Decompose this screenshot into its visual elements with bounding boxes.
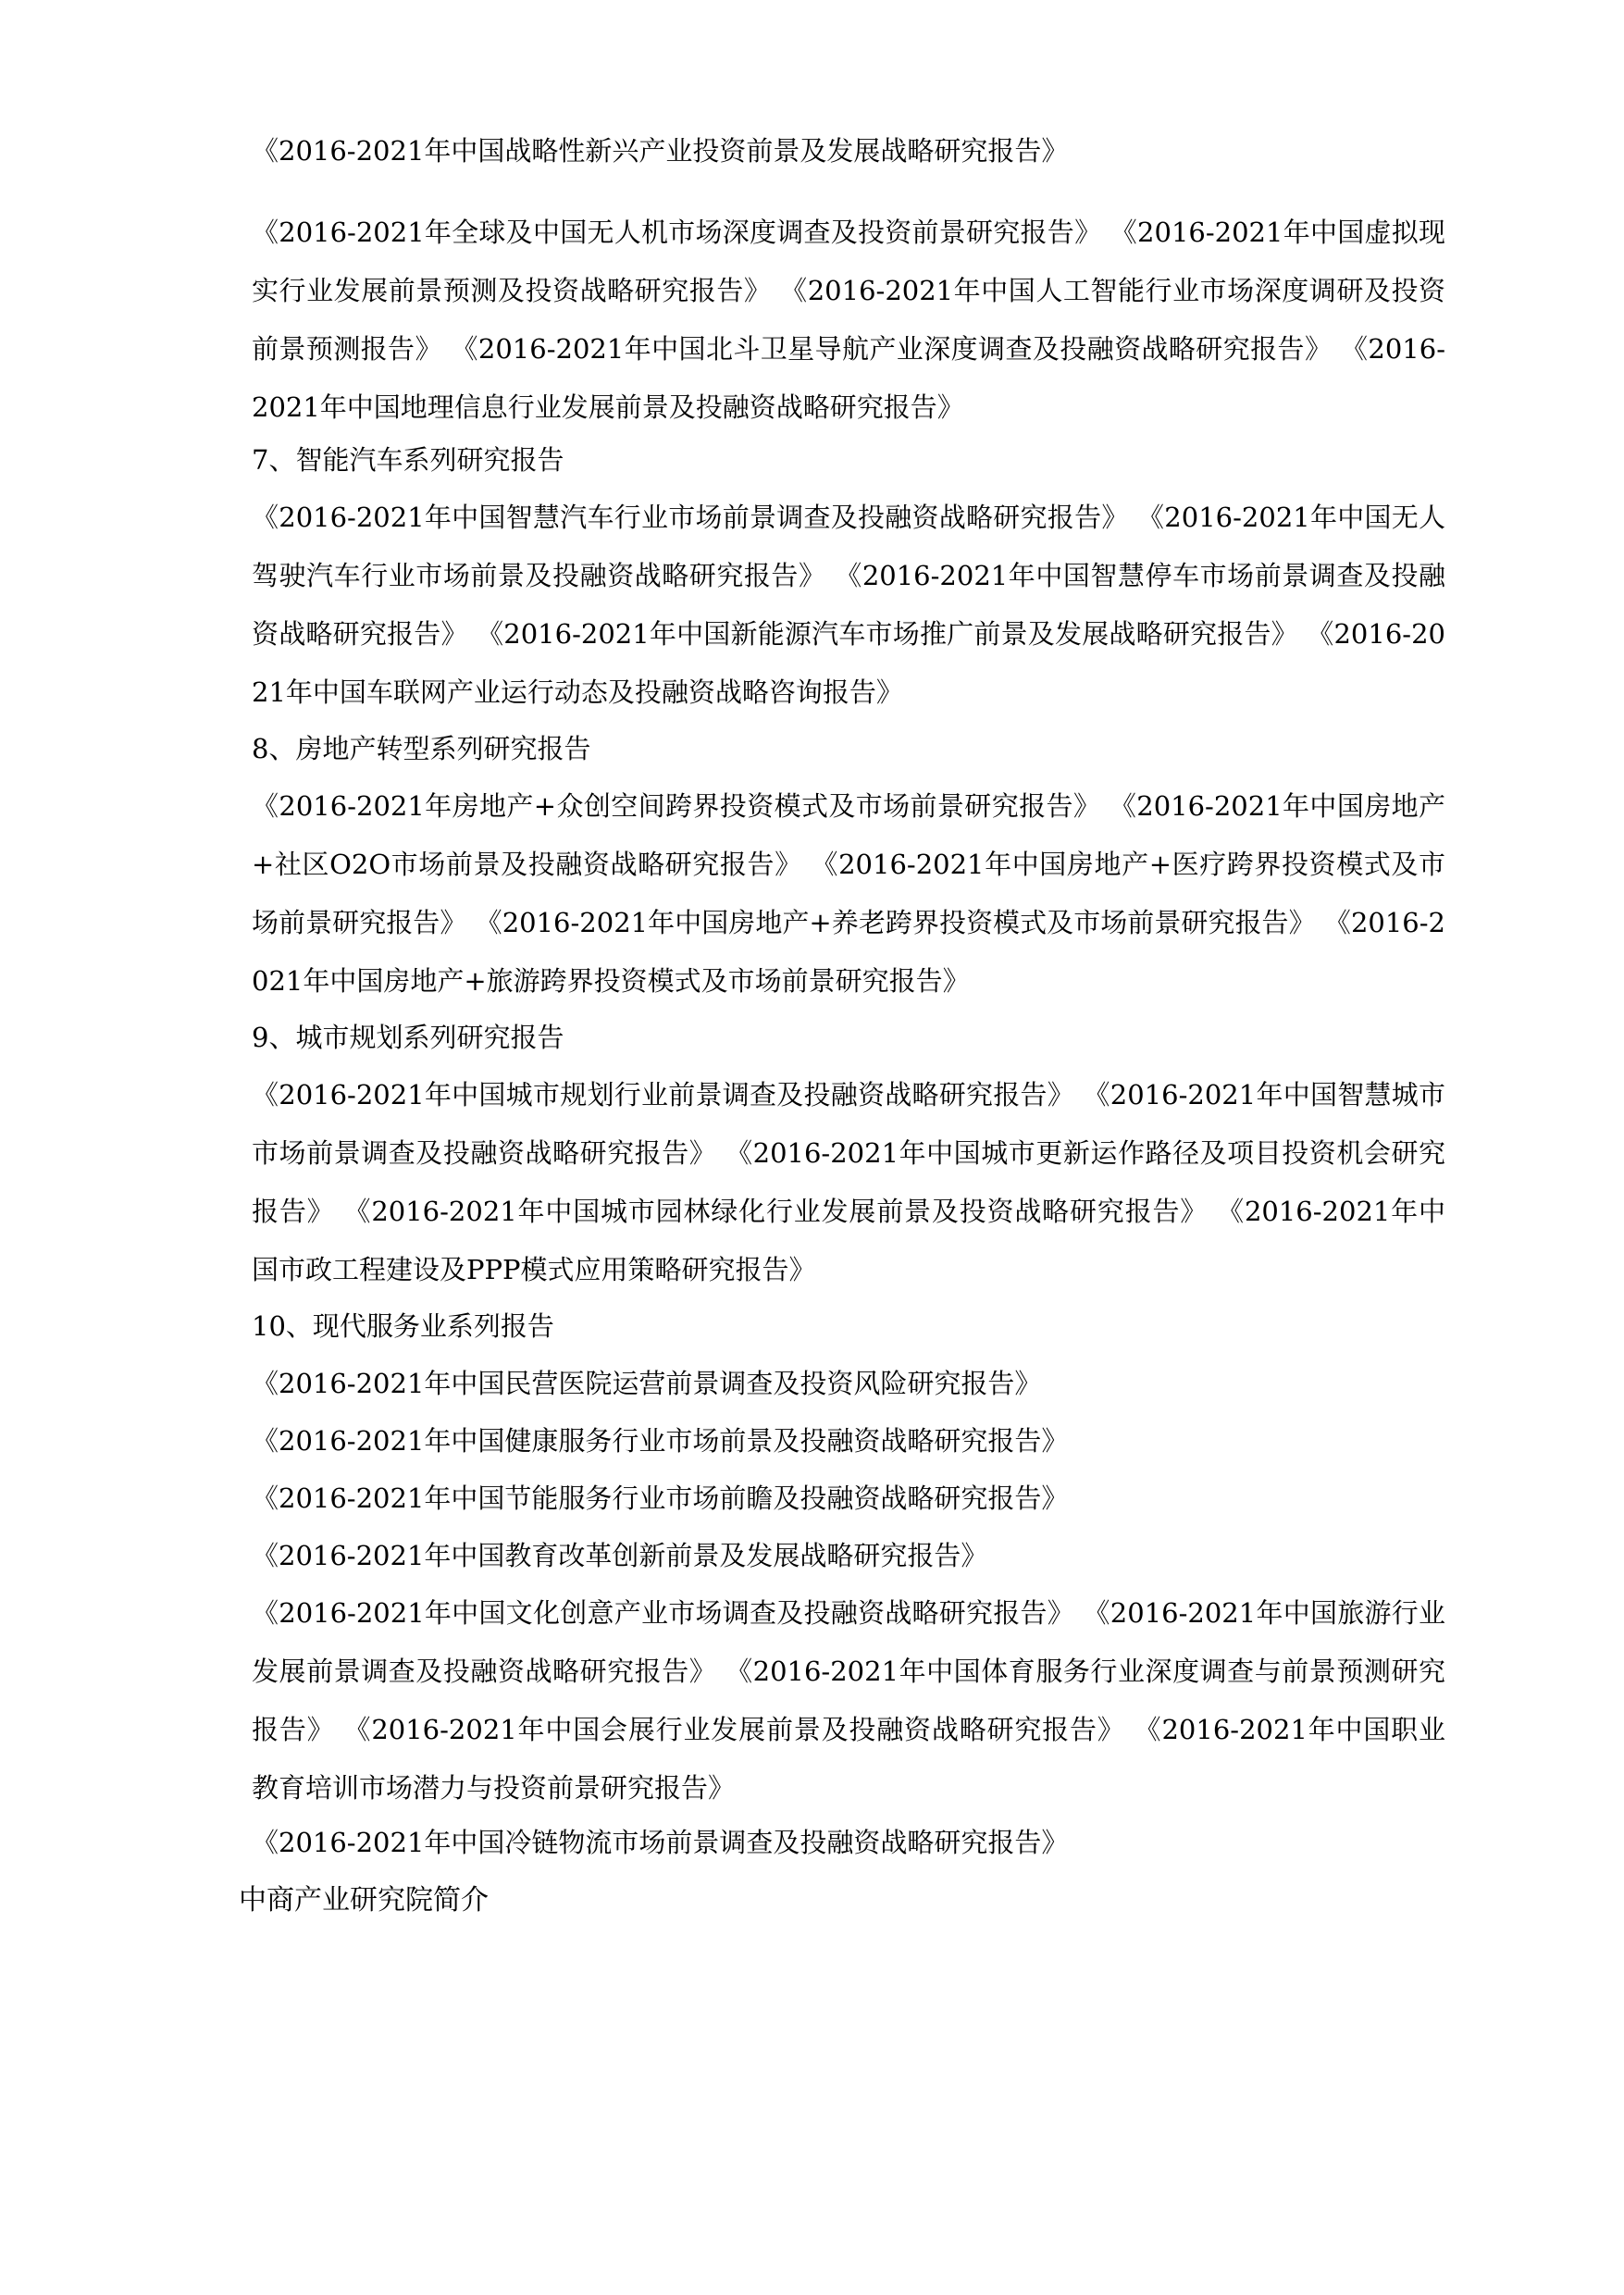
report-list-paragraph-modern-services: 《2016-2021年中国文化创意产业市场调查及投融资战略研究报告》 《2016-2021年中国旅游行业发展前景调查及投融资战略研究报告》 《2016-2021年中国体育服务行业深度调查与前景预测研究报告》 《2016-2021年中国会展行业发展前景及投融资战略研究报告》 《2016-2021年中国职业教育培训市场潜力与投资前景研究报告》	[252, 1597, 1445, 1804]
report-title-private-hospital: 《2016-2021年中国民营医院运营前景调查及投资风险研究报告》	[252, 1368, 1042, 1399]
report-list-paragraph-real-estate: 《2016-2021年房地产+众创空间跨界投资模式及市场前景研究报告》 《2016-2021年中国房地产+社区O2O市场前景及投融资战略研究报告》 《2016-2021年中国房地产+医疗跨界投资模式及市场前景研究报告》 《2016-2021年中国房地产+养老跨界投资模式及市场前景研究报告》 《2016-2021年中国房地产+旅游跨界投资模式及市场前景研究报告》	[252, 790, 1445, 997]
report-title-strategic-emerging: 《2016-2021年中国战略性新兴产业投资前景及发展战略研究报告》	[252, 135, 1069, 167]
report-title-cold-chain: 《2016-2021年中国冷链物流市场前景调查及投融资战略研究报告》	[252, 1827, 1069, 1858]
section-heading-urban-planning: 9、城市规划系列研究报告	[252, 1022, 564, 1053]
report-list-paragraph-urban-planning: 《2016-2021年中国城市规划行业前景调查及投融资战略研究报告》 《2016-2021年中国智慧城市市场前景调查及投融资战略研究报告》 《2016-2021年中国城市更新运作路径及项目投资机会研究报告》 《2016-2021年中国城市园林绿化行业发展前景及投资战略研究报告》 《2016-2021年中国市政工程建设及PPP模式应用策略研究报告》	[252, 1079, 1445, 1285]
institute-intro-heading: 中商产业研究院简介	[239, 1884, 489, 1917]
section-heading-modern-services: 10、现代服务业系列报告	[252, 1310, 554, 1342]
report-title-energy-services: 《2016-2021年中国节能服务行业市场前瞻及投融资战略研究报告》	[252, 1482, 1069, 1514]
report-title-education-reform: 《2016-2021年中国教育改革创新前景及发展战略研究报告》	[252, 1540, 988, 1571]
report-title-health-services: 《2016-2021年中国健康服务行业市场前景及投融资战略研究报告》	[252, 1425, 1069, 1457]
section-heading-smart-car: 7、智能汽车系列研究报告	[252, 444, 564, 476]
report-list-paragraph-smart-car: 《2016-2021年中国智慧汽车行业市场前景调查及投融资战略研究报告》 《2016-2021年中国无人驾驶汽车行业市场前景及投融资战略研究报告》 《2016-2021年中国智慧停车市场前景调查及投融资战略研究报告》 《2016-2021年中国新能源汽车市场推广前景及发展战略研究报告》 《2016-2021年中国车联网产业运行动态及投融资战略咨询报告》	[252, 502, 1445, 708]
section-heading-real-estate: 8、房地产转型系列研究报告	[252, 733, 591, 764]
report-list-paragraph-tech: 《2016-2021年全球及中国无人机市场深度调查及投资前景研究报告》 《2016-2021年中国虚拟现实行业发展前景预测及投资战略研究报告》 《2016-2021年中国人工智能行业市场深度调研及投资前景预测报告》 《2016-2021年中国北斗卫星导航产业深度调查及投融资战略研究报告》 《2016-2021年中国地理信息行业发展前景及投融资战略研究报告》	[252, 217, 1445, 423]
